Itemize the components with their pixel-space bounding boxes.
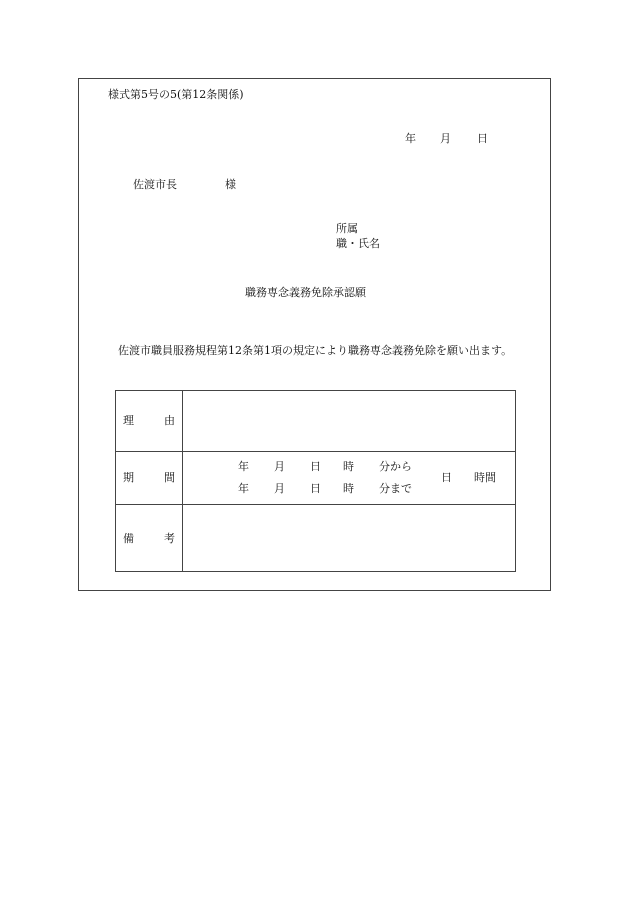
date-month: 月 bbox=[440, 132, 451, 145]
period-end-month: 月 bbox=[274, 482, 285, 495]
table-row-divider bbox=[116, 451, 515, 452]
body-text: 佐渡市職員服務規程第12条第1項の規定により職務専念義務免除を願い出ます。 bbox=[118, 344, 513, 357]
form-number: 様式第5号の5(第12条関係) bbox=[108, 88, 244, 101]
period-start-month: 月 bbox=[274, 460, 285, 473]
period-end-hour: 時 bbox=[343, 482, 354, 495]
period-start-hour: 時 bbox=[343, 460, 354, 473]
date-year: 年 bbox=[405, 132, 416, 145]
period-start-day: 日 bbox=[310, 460, 321, 473]
period-end-day: 日 bbox=[310, 482, 321, 495]
addressee-honorific: 様 bbox=[225, 178, 236, 191]
document-title: 職務専念義務免除承認願 bbox=[245, 286, 366, 299]
period-label-a: 期 bbox=[123, 471, 134, 484]
period-days: 日 bbox=[441, 471, 452, 484]
remarks-label-a: 備 bbox=[123, 532, 134, 545]
affiliation-label: 所属 bbox=[336, 222, 358, 235]
remarks-label-b: 考 bbox=[164, 532, 175, 545]
period-end-year: 年 bbox=[238, 482, 249, 495]
period-start-year: 年 bbox=[238, 460, 249, 473]
reason-label-a: 理 bbox=[123, 414, 134, 427]
remarks-field[interactable] bbox=[183, 505, 515, 571]
period-hours: 時間 bbox=[474, 471, 496, 484]
application-table bbox=[115, 390, 516, 572]
period-label-b: 間 bbox=[164, 471, 175, 484]
reason-label-b: 由 bbox=[164, 414, 175, 427]
addressee-name: 佐渡市長 bbox=[133, 178, 177, 191]
period-start-minute: 分から bbox=[379, 460, 412, 473]
reason-field[interactable] bbox=[183, 391, 515, 451]
period-end-minute: 分まで bbox=[379, 482, 412, 495]
position-name-label: 職・氏名 bbox=[336, 237, 380, 250]
date-day: 日 bbox=[477, 132, 488, 145]
